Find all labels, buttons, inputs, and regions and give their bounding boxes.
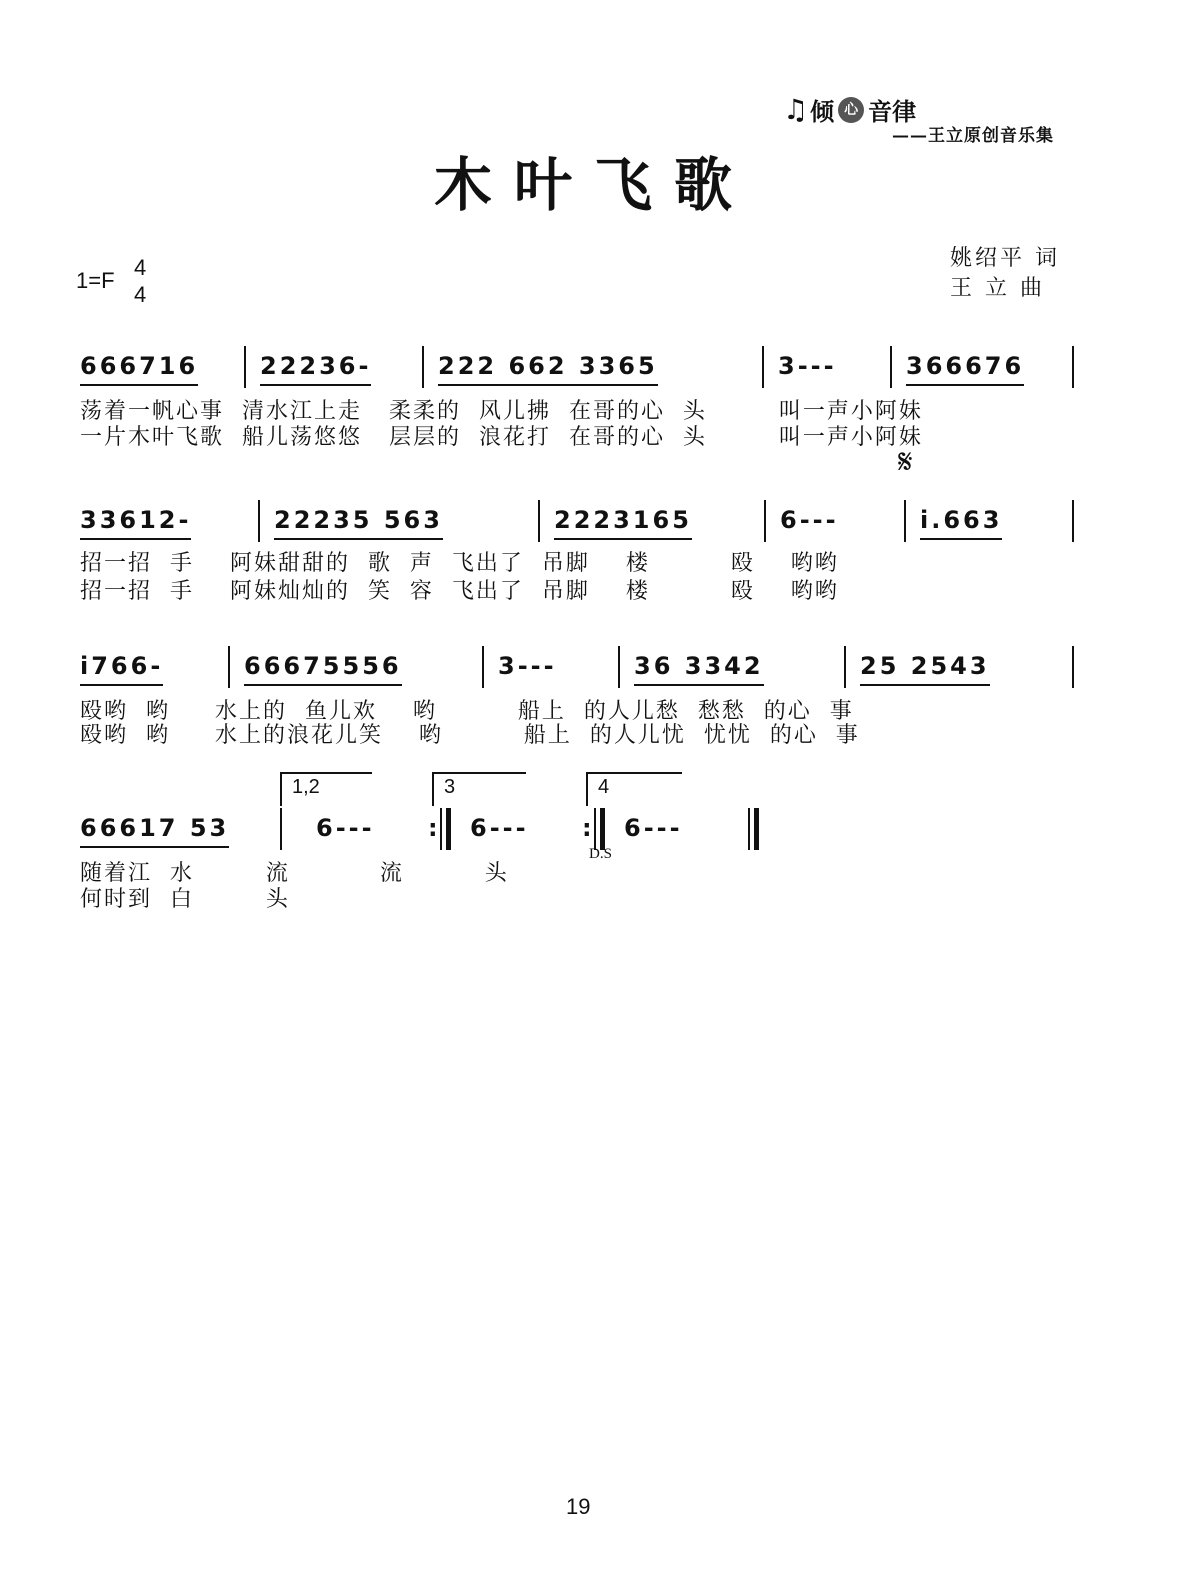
barline <box>228 646 230 688</box>
notation-row-4 <box>78 814 1088 854</box>
measure: 6--- <box>624 814 683 842</box>
barline <box>422 346 424 388</box>
barline <box>258 500 260 542</box>
barline <box>482 646 484 688</box>
key-signature: 1=F <box>76 268 115 293</box>
measure: 6--- <box>316 814 375 842</box>
measure: 66675556 <box>244 652 402 686</box>
lyrics-verse-1: 随着江 水 流 流 头 <box>80 861 509 886</box>
measure: 2223165 <box>554 506 692 540</box>
volta-4: 4 <box>586 772 682 806</box>
measure: 666716 <box>80 352 198 386</box>
measure: 22236- <box>260 352 371 386</box>
repeat-barline <box>594 808 596 850</box>
barline <box>1072 646 1074 688</box>
page-number: 19 <box>566 1494 591 1519</box>
time-signature <box>134 254 146 308</box>
measure: 3--- <box>498 652 557 680</box>
lyrics-verse-2: 殴哟 哟 水上的浪花儿笑 哟 船上 的人儿忧 忧忧 的心 事 <box>80 723 860 748</box>
barline <box>890 346 892 388</box>
lyrics-verse-1: 荡着一帆心事 清水江上走 柔柔的 风儿拂 在哥的心 头 叫一声小阿妹 <box>80 399 923 424</box>
composer-credit: 王 立 曲 <box>950 276 1045 301</box>
ds-marker: D.S <box>589 846 612 862</box>
lyrics-verse-2: 招一招 手 阿妹灿灿的 笑 容 飞出了 吊脚 楼 殴 哟哟 <box>80 579 839 604</box>
measure: i766- <box>80 652 163 686</box>
brand-circle: 心 <box>838 97 864 123</box>
measure: 222 662 3365 <box>438 352 658 386</box>
time-signature-bottom: 4 <box>134 282 147 307</box>
measure: 366676 <box>906 352 1024 386</box>
notation-row-2 <box>78 506 1088 546</box>
brand-name-part1: 倾 <box>810 97 835 126</box>
barline <box>762 346 764 388</box>
barline <box>538 500 540 542</box>
measure: 3--- <box>778 352 837 380</box>
volta-1-2: 1,2 <box>280 772 372 806</box>
lyrics-verse-1: 招一招 手 阿妹甜甜的 歌 声 飞出了 吊脚 楼 殴 哟哟 <box>80 551 839 576</box>
measure: 6--- <box>470 814 529 842</box>
notation-row-3 <box>78 652 1088 692</box>
barline <box>904 500 906 542</box>
collection-subtitle: ——王立原创音乐集 <box>892 126 1054 146</box>
lyrics-verse-1: 殴哟 哟 水上的 鱼儿欢 哟 船上 的人儿愁 愁愁 的心 事 <box>80 699 854 724</box>
barline <box>280 808 282 850</box>
repeat-barline <box>440 808 442 850</box>
music-note-icon: ♫ <box>783 93 809 126</box>
barline <box>1072 500 1074 542</box>
measure: 33612- <box>80 506 191 540</box>
notation-row-1 <box>78 352 1088 392</box>
measure: 6--- <box>780 506 839 534</box>
lyrics-verse-2: 何时到 白 头 <box>80 887 290 912</box>
measure: 36 3342 <box>634 652 764 686</box>
barline <box>618 646 620 688</box>
final-barline <box>748 808 750 850</box>
lyrics-verse-2: 一片木叶飞歌 船儿荡悠悠 层层的 浪花打 在哥的心 头 叫一声小阿妹 <box>80 425 923 450</box>
barline <box>764 500 766 542</box>
measure: 22235 563 <box>274 506 443 540</box>
lyricist-credit: 姚绍平 词 <box>950 246 1060 271</box>
barline <box>844 646 846 688</box>
time-signature-top: 4 <box>134 255 147 280</box>
measure: 25 2543 <box>860 652 990 686</box>
volta-3: 3 <box>432 772 526 806</box>
barline <box>1072 346 1074 388</box>
song-title: 木叶飞歌 <box>434 151 755 219</box>
measure: 66617 53 <box>80 814 229 848</box>
repeat-barline-thick <box>446 808 451 850</box>
final-barline-thick <box>754 808 759 850</box>
repeat-barline-thick <box>600 808 605 850</box>
measure: i.663 <box>920 506 1002 540</box>
brand-name-part2: 音律 <box>868 97 917 126</box>
segno-icon: 𝄋 <box>898 442 913 482</box>
barline <box>244 346 246 388</box>
